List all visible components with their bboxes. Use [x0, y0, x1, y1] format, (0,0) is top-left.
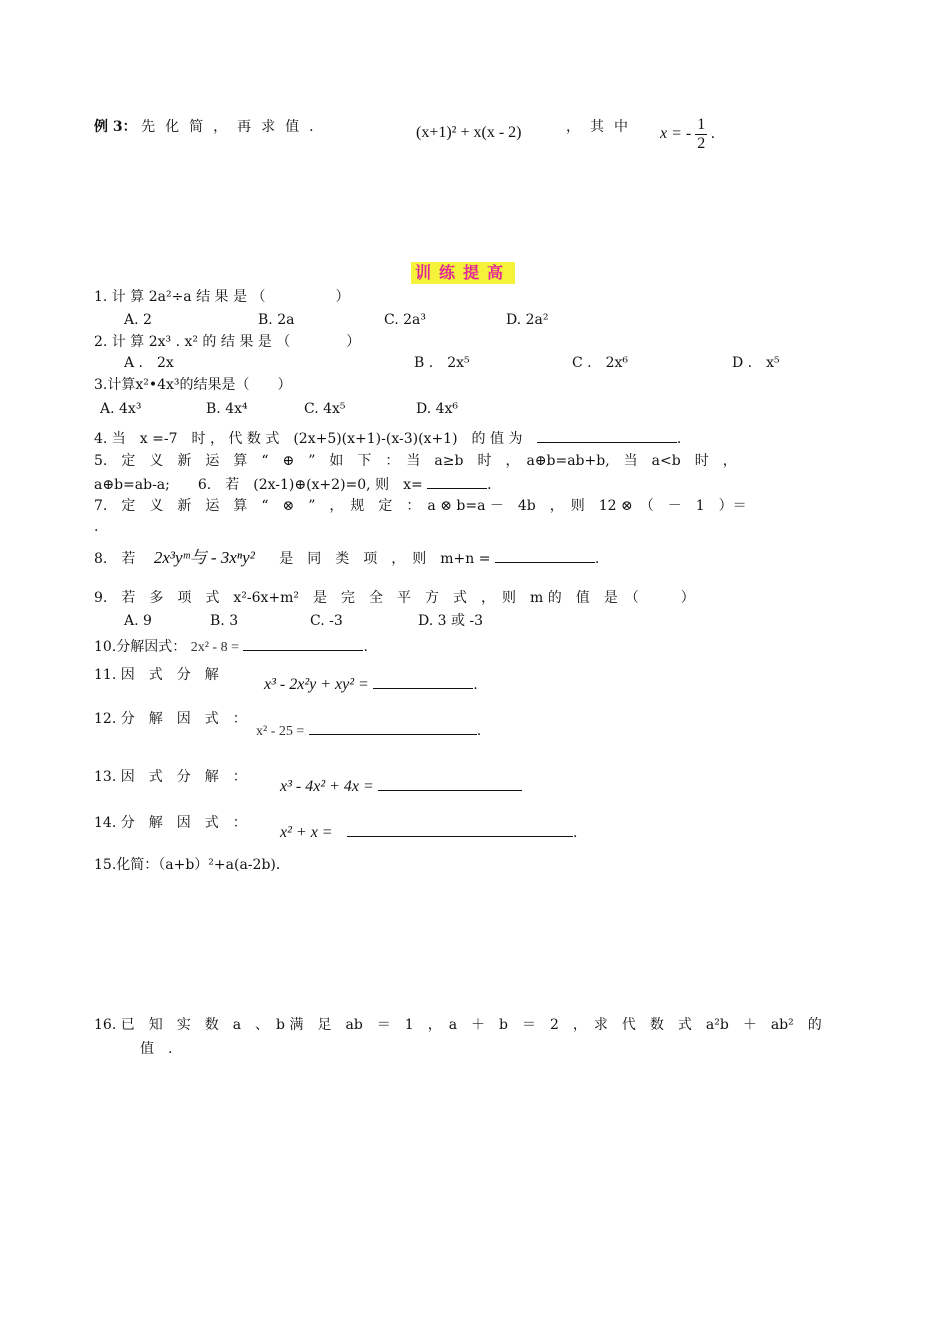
q8-lead: 8. 若 — [94, 551, 136, 567]
condition-lhs: x = - — [660, 125, 692, 143]
q9-option-b: B. 3 — [210, 613, 239, 629]
q9-option-a: A. 9 — [124, 613, 152, 629]
q1-option-b: B. 2a — [258, 312, 295, 328]
example-text: 先化简，再求值． — [141, 119, 334, 135]
q10 — [94, 636, 368, 657]
q10-end: . — [363, 639, 368, 655]
q3-stem: 3.计算x²•4x³的结果是（ ） — [94, 377, 292, 393]
example-mid-text: ，其中 — [566, 119, 638, 135]
q14-expr-line — [280, 822, 578, 842]
q4-answer-blank[interactable] — [537, 428, 677, 443]
section-heading: 训练提高 — [411, 262, 515, 284]
q1-option-a: A. 2 — [124, 312, 152, 328]
q8-end: . — [594, 551, 600, 567]
q2-option-b: B . 2x⁵ — [414, 355, 470, 371]
q11-expression: x³ - 2x²y + xy² = — [264, 676, 369, 693]
q1-stem: 1. 计 算 2a²÷a 结 果 是 （ ） — [94, 289, 350, 305]
q10-answer-blank[interactable] — [243, 636, 363, 651]
example-3 — [94, 118, 333, 136]
q1-option-c: C. 2a³ — [384, 312, 426, 328]
q3-option-b: B. 4x⁴ — [206, 401, 248, 417]
q8-mid: 是 同 类 项 ， 则 m+n = — [279, 551, 491, 567]
q13-lead: 13. 因 式 分 解 ： — [94, 769, 247, 785]
q2-option-a: A . 2x — [124, 355, 174, 371]
q3-option-c: C. 4x⁵ — [304, 401, 346, 417]
fraction-numerator: 1 — [697, 116, 706, 133]
q14-end: . — [573, 825, 578, 841]
q9-option-c: C. -3 — [310, 613, 343, 629]
q11-expr-line — [264, 674, 478, 694]
example-condition — [660, 116, 715, 153]
q2-stem: 2. 计 算 2x³ . x² 的 结 果 是 （ ） — [94, 334, 361, 350]
q5-q6 — [94, 474, 501, 494]
q12-lead: 12. 分 解 因 式 ： — [94, 711, 247, 727]
q6-end: ． — [487, 477, 502, 493]
q8-answer-blank[interactable] — [495, 548, 595, 563]
q12-expression: x² - 25 = — [256, 724, 305, 739]
fraction-denominator: 2 — [697, 135, 706, 152]
q4-end: . — [676, 431, 682, 447]
q11-answer-blank[interactable] — [373, 674, 473, 689]
q13-expression: x³ - 4x² + 4x = — [280, 778, 374, 795]
q10-lead: 10.分解因式： — [94, 639, 187, 655]
q12-answer-blank[interactable] — [309, 720, 477, 735]
q11-end: . — [473, 677, 478, 693]
q8 — [94, 548, 599, 568]
example-label: 例 3： — [94, 119, 137, 135]
q13-expr-line — [280, 776, 522, 796]
q14-expression: x² + x = — [280, 824, 333, 841]
q16-stem: 16. 已 知 实 数 a 、 b 满 足 ab ＝ 1 ， a ＋ b ＝ 2 ， 求 代 数 式 a²b ＋ ab² 的 — [94, 1017, 822, 1033]
condition-fraction — [695, 116, 707, 153]
q15-stem: 15.化简：（a+b）²+a(a-2b)． — [94, 857, 290, 873]
q2-option-c: C . 2x⁶ — [572, 355, 629, 371]
q2-option-d: D . x⁵ — [732, 355, 780, 371]
q8-expression: 2x³yᵐ与 - 3xⁿy² — [153, 548, 255, 567]
q7-cont: . — [94, 519, 99, 535]
q3-option-d: D. 4x⁶ — [416, 401, 459, 417]
q12-expr-line — [256, 720, 481, 741]
q9-stem: 9. 若 多 项 式 x²-6x+m² 是 完 全 平 方 式 ， 则 m 的 值 是 （ ） — [94, 590, 695, 606]
q14-answer-blank[interactable] — [347, 822, 573, 837]
q6-answer-blank[interactable] — [427, 474, 487, 489]
q11-lead: 11. 因 式 分 解 — [94, 667, 219, 683]
condition-tail: . — [711, 125, 716, 143]
q3-option-a: A. 4x³ — [100, 401, 142, 417]
q9-option-d: D. 3 或 -3 — [418, 613, 484, 629]
q4-stem: 4. 当 x =-7 时 ， 代 数 式 (2x+5)(x+1)-(x-3)(x+1) 的 值 为 — [94, 431, 523, 447]
q16-cont: 值 . — [140, 1041, 173, 1057]
q4 — [94, 428, 681, 448]
q6-stem: a⊕b=ab-a; 6. 若 (2x-1)⊕(x+2)=0, 则 x= — [94, 477, 423, 493]
q7-stem: 7. 定 义 新 运 算 “ ⊗ ” ， 规 定 ： a ⊗ b=a － 4b ， 则 12 ⊗ （ － 1 ）＝ — [94, 498, 747, 514]
q10-expression: 2x² - 8 = — [190, 640, 239, 655]
q1-option-d: D. 2a² — [506, 312, 549, 328]
q13-answer-blank[interactable] — [378, 776, 522, 791]
q12-end: . — [476, 723, 482, 739]
example-expression: (x+1)² + x(x - 2) — [416, 124, 522, 141]
q5-stem: 5. 定 义 新 运 算 “ ⊕ ” 如 下 ： 当 a≥b 时 ， a⊕b=ab+b, 当 a<b 时 ， — [94, 453, 737, 469]
q14-lead: 14. 分 解 因 式 ： — [94, 815, 247, 831]
